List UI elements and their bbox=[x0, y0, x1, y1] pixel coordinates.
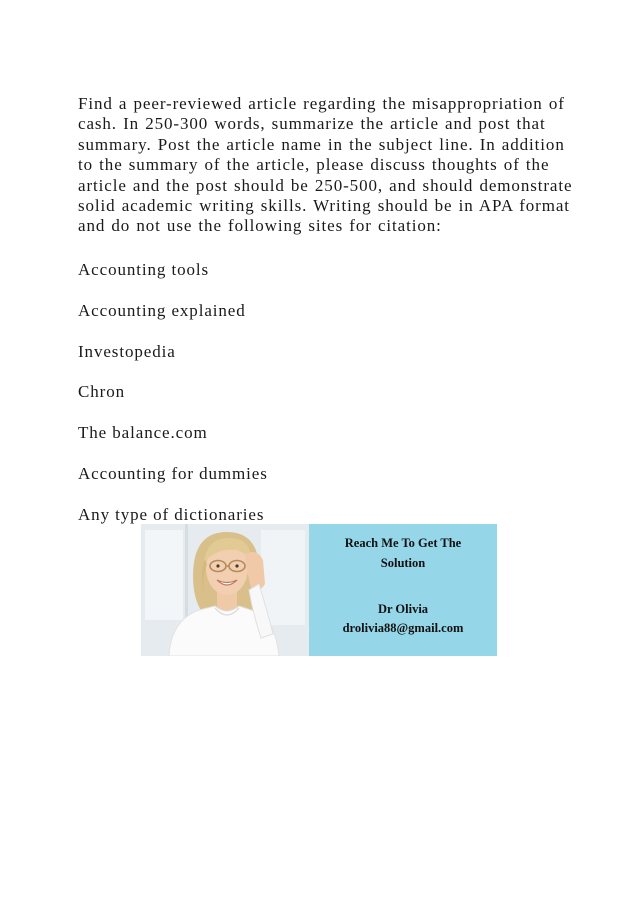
excluded-site-item: Investopedia bbox=[78, 342, 176, 361]
excluded-site-item: Chron bbox=[78, 382, 125, 401]
excluded-site-item: Any type of dictionaries bbox=[78, 505, 265, 524]
contact-email[interactable]: drolivia88@gmail.com bbox=[342, 621, 464, 635]
woman-illustration bbox=[141, 524, 309, 656]
instructions-paragraph bbox=[78, 94, 573, 237]
paragraph-line: cash. In 250-300 words, summarize the article and post that bbox=[78, 114, 546, 134]
excluded-site-item: Accounting tools bbox=[78, 260, 210, 279]
paragraph-line: summary. Post the article name in the subject line. In addition bbox=[78, 134, 565, 154]
contact-panel bbox=[309, 524, 497, 656]
paragraph-line: to the summary of the article, please discuss thoughts of the bbox=[78, 155, 550, 175]
promo-headline-continued: Solution bbox=[380, 556, 426, 570]
woman-photo bbox=[141, 524, 309, 656]
contact-name: Dr Olivia bbox=[377, 602, 429, 616]
promo-headline: Reach Me To Get The bbox=[344, 536, 462, 550]
excluded-site-item: Accounting explained bbox=[78, 301, 246, 320]
paragraph-line: Find a peer-reviewed article regarding the misappropriation of bbox=[78, 94, 565, 113]
excluded-site-item: Accounting for dummies bbox=[78, 464, 268, 483]
paragraph-line: solid academic writing skills. Writing should be in APA format bbox=[78, 196, 570, 216]
paragraph-line: article and the post should be 250-500, and should demonstrate bbox=[78, 175, 573, 195]
promo-banner bbox=[141, 524, 497, 656]
excluded-site-item: The balance.com bbox=[78, 423, 208, 442]
paragraph-line: and do not use the following sites for citation: bbox=[78, 216, 442, 236]
